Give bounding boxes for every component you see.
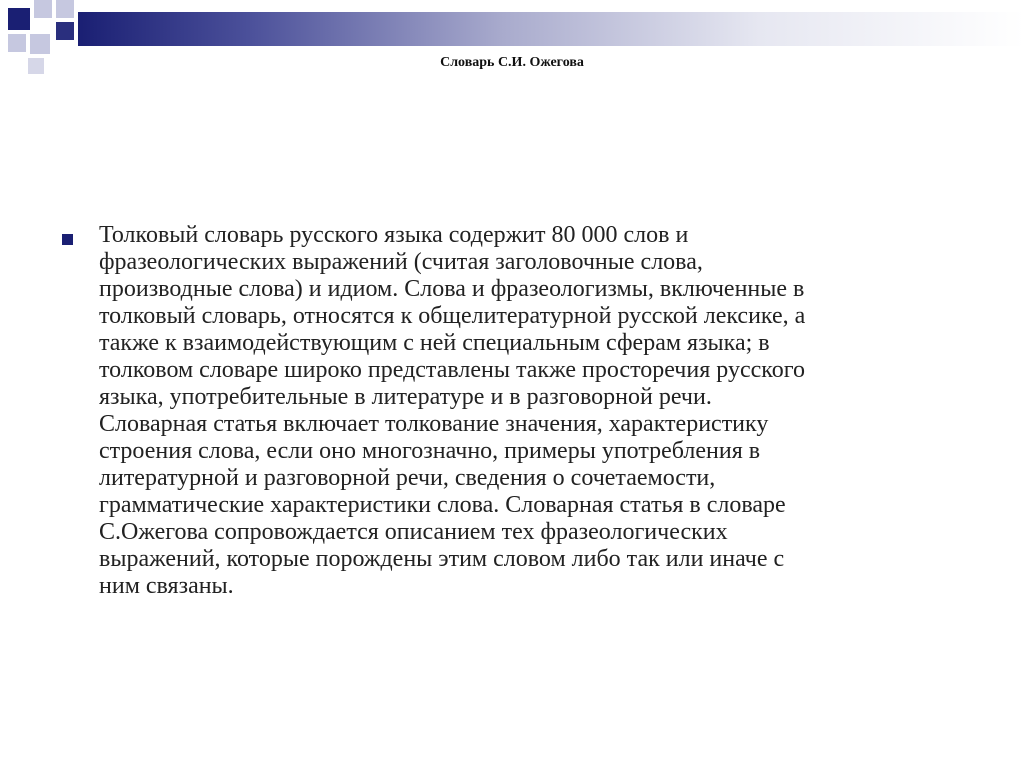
decor-square-icon xyxy=(8,8,30,30)
decor-square-icon xyxy=(56,22,74,40)
header-gradient-bar xyxy=(78,12,1024,46)
decor-square-icon xyxy=(34,0,52,18)
decor-square-icon xyxy=(56,0,74,18)
slide-title: Словарь С.И. Ожегова xyxy=(440,55,584,70)
decor-square-icon xyxy=(8,34,26,52)
decor-square-icon xyxy=(30,34,50,54)
square-bullet-icon xyxy=(62,234,73,245)
bullet-text: Толковый словарь русского языка содержит 80 000 слов и фразеологических выражений (считая заголовочные слова, производные слова) и идиом. Слова и фразеологизмы, включенные в толковый словарь, относятся к общелитературной русской лексике, а также к взаимодействующим с ней специальным сферам языка; в толковом словаре широко представлены также просторечия русского языка, употребительные в литературе и в разговорной речи. Словарная статья включает толкование значения, характеристику строения слова, если оно многозначно, примеры употребления в литературной и разговорной речи, сведения о сочетаемости, грамматические характеристики слова. Словарная статья в словаре С.Ожегова сопровождается описанием тех фразеологических выражений, которые порождены этим словом либо так или иначе с ним связаны. xyxy=(99,222,806,599)
